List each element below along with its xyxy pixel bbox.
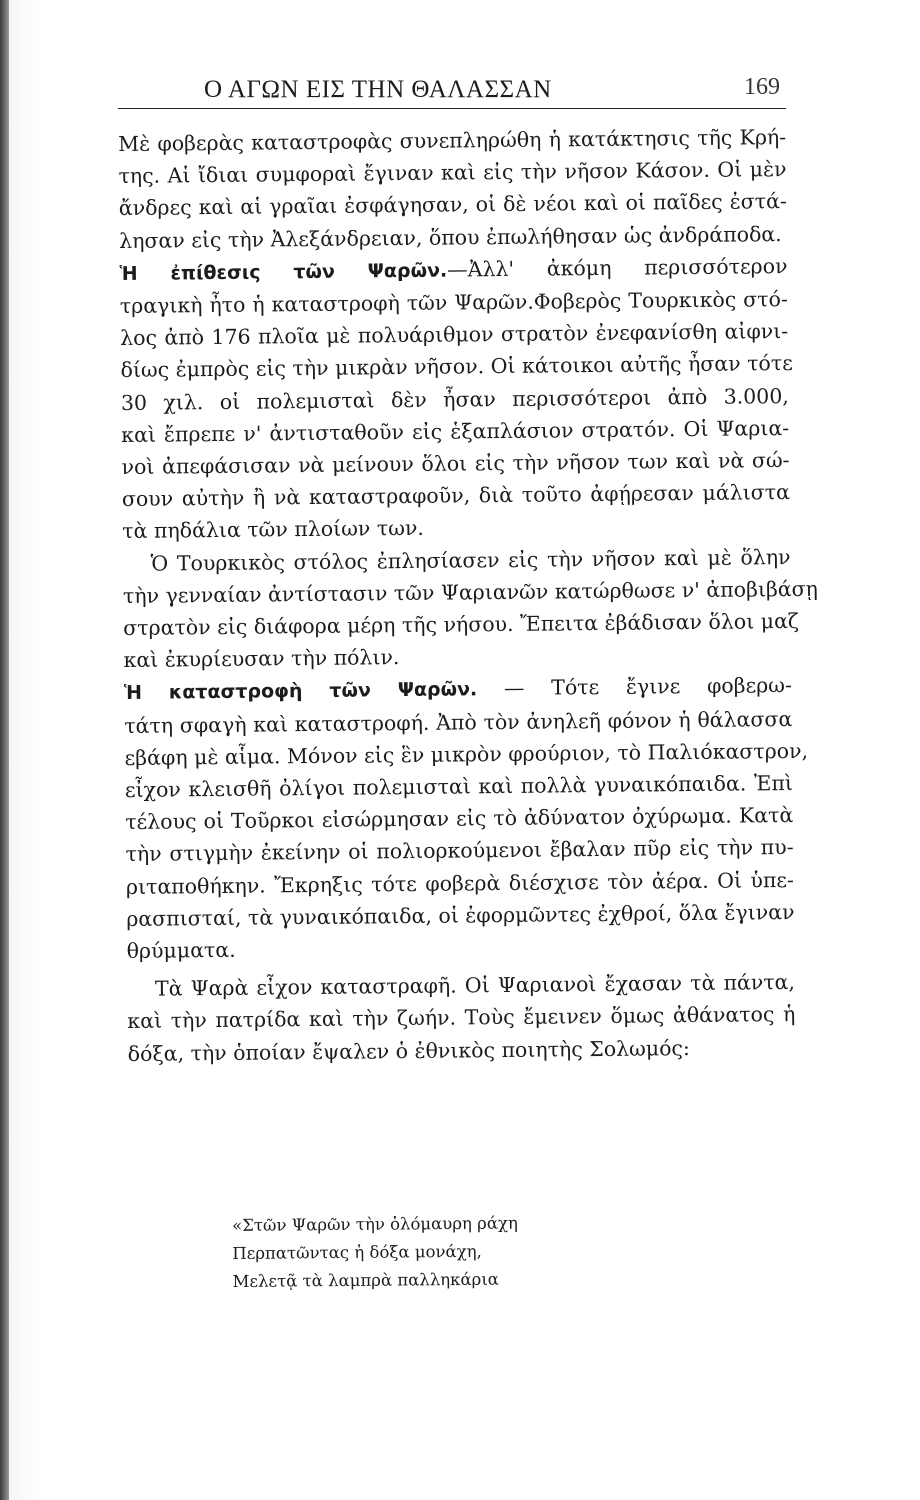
poem-line: «Στῶν Ψαρῶν τὴν ὁλόμαυρη ράχη <box>232 1213 518 1235</box>
text-line: καὶ ἐκυρίευσαν τὴν πόλιν. <box>123 645 400 673</box>
text-line: λος ἀπὸ 176 πλοῖα μὲ πολυάριθμον στρατὸν ἐνεφανίσθη αἰφνι- <box>120 319 789 351</box>
text-line: σουν αὐτὴν ἢ νὰ καταστραφοῦν, διὰ τοῦτο ἀφῄρεσαν μάλιστα <box>121 480 790 512</box>
text-line: Μὲ φοβερὰς καταστροφὰς συνεπληρώθη ἡ κατάκτησις τῆς Κρή- <box>118 125 787 156</box>
section-heading-destruction: Ἡ καταστροφὴ τῶν Ψαρῶν. <box>123 678 478 705</box>
text-line: τὴν γενναίαν ἀντίστασιν τῶν Ψαριανῶν κατώρθωσε ν' ἀποβιβάσῃ <box>122 576 819 608</box>
text-line: δόξα, τὴν ὁποίαν ἔψαλεν ὁ ἐθνικὸς ποιητὴς Σολωμός: <box>127 1035 690 1066</box>
text-line: τραγικὴ ἦτο ἡ καταστροφὴ τῶν Ψαρῶν.Φοβερὸς Τουρκικὸς στό- <box>119 287 788 319</box>
text-line: δίως ἐμπρὸς εἰς τὴν μικρὰν νῆσον. Οἱ κάτοικοι αὐτῆς ἦσαν τότε <box>120 351 793 383</box>
text-line: καὶ τὴν πατρίδα καὶ τὴν ζωήν. Τοὺς ἔμεινεν ὅμως ἀθάνατος ἡ <box>127 1002 796 1034</box>
text-line: τὰ πηδάλια τῶν πλοίων των. <box>122 516 424 544</box>
text-fragment: — Τότε ἔγινε φοβερω- <box>503 673 792 701</box>
poem-quote <box>232 1208 653 1296</box>
page-number: 169 <box>744 74 780 100</box>
poem-line: Μελετᾷ τὰ λαμπρὰ παλληκάρια <box>232 1269 499 1291</box>
text-line: ἄνδρες καὶ αἱ γραῖαι ἐσφάγησαν, οἱ δὲ νέοι καὶ οἱ παῖδες ἐστά- <box>118 189 787 221</box>
section-heading-attack: Ἡ ἐπίθεσις τῶν Ψαρῶν. <box>119 259 448 285</box>
text-line: Ὁ Τουρκικὸς στόλος ἐπλησίασεν εἰς τὴν νῆσον καὶ μὲ ὅλην <box>150 544 791 576</box>
text-line: εἶχον κλεισθῆ ὀλίγοι πολεμισταὶ καὶ πολλὰ γυναικόπαιδα. Ἐπὶ <box>124 771 794 803</box>
text-line: τέλους οἱ Τοῦρκοι εἰσώρμησαν εἰς τὸ ἀδύνατον ὀχύρωμα. Κατὰ <box>125 803 794 835</box>
text-fragment: —Ἀλλ' ἀκόμη περισσότερον <box>447 253 788 282</box>
body-text <box>118 121 819 1070</box>
text-line: τὴν στιγμὴν ἐκείνην οἱ πολιορκούμενοι ἔβαλαν πῦρ εἰς τὴν πυ- <box>125 835 794 867</box>
poem-line: Περπατῶντας ἡ δόξα μονάχη, <box>232 1241 482 1263</box>
text-line: εβάφη μὲ αἷμα. Μόνον εἰς ἓν μικρὸν φρούριον, τὸ Παλιόκαστρον, <box>124 738 809 770</box>
text-line: 30 χιλ. οἱ πολεμισταὶ δὲν ἦσαν περισσότεροι ἀπὸ 3.000, <box>120 383 789 415</box>
text-line: λησαν εἰς τὴν Ἀλεξάνδρειαν, ὅπου ἐπωλήθησαν ὡς ἀνδράποδα. <box>119 221 782 253</box>
text-line: ριταποθήκην. Ἔκρηξις τότε φοβερὰ διέσχισε τὸν ἀέρα. Οἱ ὑπε- <box>125 867 795 899</box>
text-line: καὶ ἔπρεπε ν' ἀντισταθοῦν εἰς ἑξαπλάσιον στρατόν. Οἱ Ψαρια- <box>121 415 790 447</box>
text-line: θρύμματα. <box>126 937 236 964</box>
text-line: στρατὸν εἰς διάφορα μέρη τῆς νήσου. Ἔπειτα ἐβάδισαν ὅλοι μαζ <box>123 608 800 641</box>
text-line: τάτη σφαγὴ καὶ καταστροφή. Ἀπὸ τὸν ἀνηλεῆ φόνον ἡ θάλασσα <box>124 706 793 738</box>
text-line: Τὰ Ψαρὰ εἶχον καταστραφῆ. Οἱ Ψαριανοὶ ἔχασαν τὰ πάντα, <box>154 970 796 1001</box>
page-header <box>118 74 786 109</box>
text-line: της. Αἱ ἴδιαι συμφοραὶ ἔγιναν καὶ εἰς τὴν νῆσον Κάσον. Οἱ μὲν <box>118 157 787 189</box>
text-line: ρασπισταί, τὰ γυναικόπαιδα, οἱ ἐφορμῶντες ἐχθροί, ὅλα ἔγιναν <box>126 899 795 931</box>
running-title: Ο ΑΓΩΝ ΕΙΣ ΤΗΝ ΘΑΛΑΣΣΑΝ <box>204 76 552 103</box>
text-line: νοὶ ἀπεφάσισαν νὰ μείνουν ὅλοι εἰς τὴν νῆσον των καὶ νὰ σώ- <box>121 448 790 480</box>
book-spine-edge <box>0 0 9 1500</box>
